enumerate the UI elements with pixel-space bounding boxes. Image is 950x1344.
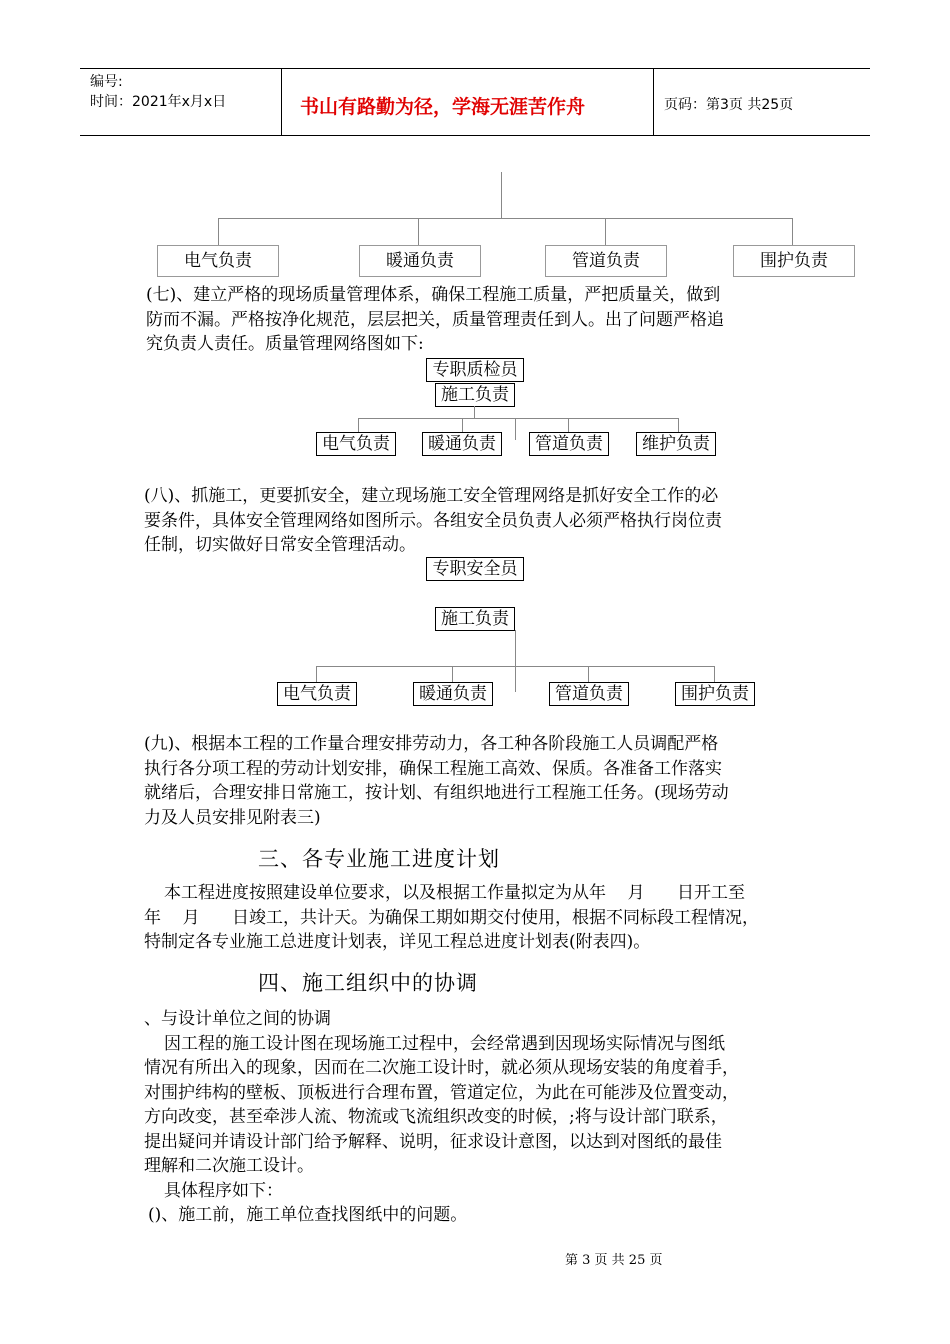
section7-line-2: 防而不漏。严格按净化规范，层层把关，质量管理责任到人。出了问题严格追 <box>146 309 724 330</box>
heading-coordination: 四、施工组织中的协调 <box>258 971 478 995</box>
header-bottom-rule <box>80 135 870 136</box>
chart1-vertical-line <box>501 172 502 218</box>
header-time: 时间：2021年x月x日 <box>90 94 227 110</box>
quality-chart-drop-4 <box>678 418 679 432</box>
section9-paragraph <box>144 732 729 830</box>
header-page-info: 页码：第3页 共25页 <box>664 97 794 113</box>
chart1-drop-3 <box>605 218 606 245</box>
coordination-paragraph <box>144 1007 739 1228</box>
section8-line-3: 任制，切实做好日常安全管理活动。 <box>144 535 416 555</box>
coordination-line-6: 理解和二次施工设计。 <box>144 1156 314 1176</box>
coordination-line-7: 具体程序如下： <box>164 1180 283 1201</box>
coordination-line-5: 提出疑问并请设计部门给予解释、说明，征求设计意图，以达到对图纸的最佳 <box>144 1131 722 1152</box>
safety-node-piping: 管道负责 <box>549 682 629 706</box>
quality-node-piping: 管道负责 <box>529 432 609 456</box>
safety-chart-drop-4 <box>714 666 715 682</box>
section9-line-2: 执行各分项工程的劳动计划安排，确保工程施工高效、保质。各准备工作落实 <box>144 758 722 779</box>
header-code: 编号: <box>90 74 123 90</box>
quality-node-electrical: 电气负责 <box>316 432 396 456</box>
section9-line-1: (九)、根据本工程的工作量合理安排劳动力，各工种各阶段施工人员调配严格 <box>144 734 719 754</box>
safety-chart-drop-1 <box>316 666 317 682</box>
chart1-horizontal-line <box>218 218 792 219</box>
section7-line-1: (七)、建立严格的现场质量管理体系，确保工程施工质量，严把质量关，做到 <box>146 285 721 305</box>
schedule-line-2: 年 月 日竣工，共计天。为确保工期如期交付使用，根据不同标段工程情况， <box>144 907 760 928</box>
chart1-node-hvac: 暖通负责 <box>359 245 481 277</box>
safety-node-hvac: 暖通负责 <box>413 682 493 706</box>
quality-chart-mid: 施工负责 <box>435 383 515 407</box>
safety-chart-mid: 施工负责 <box>435 607 515 631</box>
quality-chart-drop-1 <box>358 418 359 432</box>
coordination-line-1: 因工程的施工设计图在现场施工过程中，会经常遇到因现场实际情况与图纸 <box>164 1033 725 1054</box>
heading-schedule: 三、各专业施工进度计划 <box>258 847 500 871</box>
coordination-line-8: ()、施工前，施工单位查找图纸中的问题。 <box>148 1205 468 1225</box>
quality-chart-center-stub <box>515 418 516 440</box>
chart1-node-piping: 管道负责 <box>545 245 667 277</box>
schedule-line-1: 本工程进度按照建设单位要求，以及根据工作量拟定为从年 月 日开工至 <box>164 883 746 903</box>
quality-node-hvac: 暖通负责 <box>422 432 502 456</box>
quality-chart-drop-3 <box>568 418 569 432</box>
coordination-subheading: 、与设计单位之间的协调 <box>144 1009 331 1029</box>
header-top-rule <box>80 68 870 69</box>
coordination-line-4: 方向改变，甚至牵涉人流、物流或飞流组织改变的时候，;将与设计部门联系， <box>144 1107 728 1127</box>
section8-line-2: 要条件，具体安全管理网络如图所示。各组安全员负责人必须严格执行岗位责 <box>144 510 722 531</box>
page-footer: 第 3 页 共 25 页 <box>565 1253 663 1268</box>
coordination-line-3: 对围护纬构的壁板、顶板进行合理布置，管道定位，为此在可能涉及位置变动， <box>144 1082 739 1103</box>
chart1-node-electrical: 电气负责 <box>157 245 279 277</box>
coordination-line-2: 情况有所出入的现象，因而在二次施工设计时，就必须从现场安装的角度着手， <box>144 1058 739 1078</box>
header-motto: 书山有路勤为径，学海无涯苦作舟 <box>300 96 586 118</box>
header-divider-2 <box>653 68 654 136</box>
safety-chart-drop-3 <box>588 666 589 682</box>
safety-chart-drop-2 <box>452 666 453 682</box>
chart1-node-enclosure: 围护负责 <box>733 245 855 277</box>
header-divider-1 <box>281 68 282 136</box>
section7-line-3: 究负责人责任。质量管理网络图如下: <box>146 334 424 354</box>
quality-node-maintenance: 维护负责 <box>636 432 716 456</box>
section8-line-1: (八)、抓施工，更要抓安全，建立现场施工安全管理网络是抓好安全工作的必 <box>144 486 719 506</box>
quality-chart-horizontal <box>358 418 678 419</box>
safety-chart-top: 专职安全员 <box>426 557 524 581</box>
safety-node-enclosure: 围护负责 <box>675 682 755 706</box>
safety-chart-vertical <box>515 630 516 692</box>
section9-line-4: 力及人员安排见附表三) <box>144 807 321 828</box>
quality-chart-top: 专职质检员 <box>426 358 524 382</box>
quality-chart-vertical <box>474 406 475 418</box>
section8-paragraph <box>144 484 722 558</box>
header-left <box>90 72 226 112</box>
chart1-drop-1 <box>218 218 219 245</box>
chart1-drop-4 <box>792 218 793 245</box>
schedule-paragraph <box>144 881 759 955</box>
chart1-drop-2 <box>418 218 419 245</box>
schedule-line-3: 特制定各专业施工总进度计划表，详见工程总进度计划表(附表四)。 <box>144 932 651 952</box>
quality-chart-drop-2 <box>462 418 463 432</box>
safety-chart-horizontal <box>316 666 714 667</box>
safety-node-electrical: 电气负责 <box>277 682 357 706</box>
section7-paragraph <box>146 283 724 357</box>
section9-line-3: 就绪后，合理安排日常施工，按计划、有组织地进行工程施工任务。(现场劳动 <box>144 783 729 803</box>
